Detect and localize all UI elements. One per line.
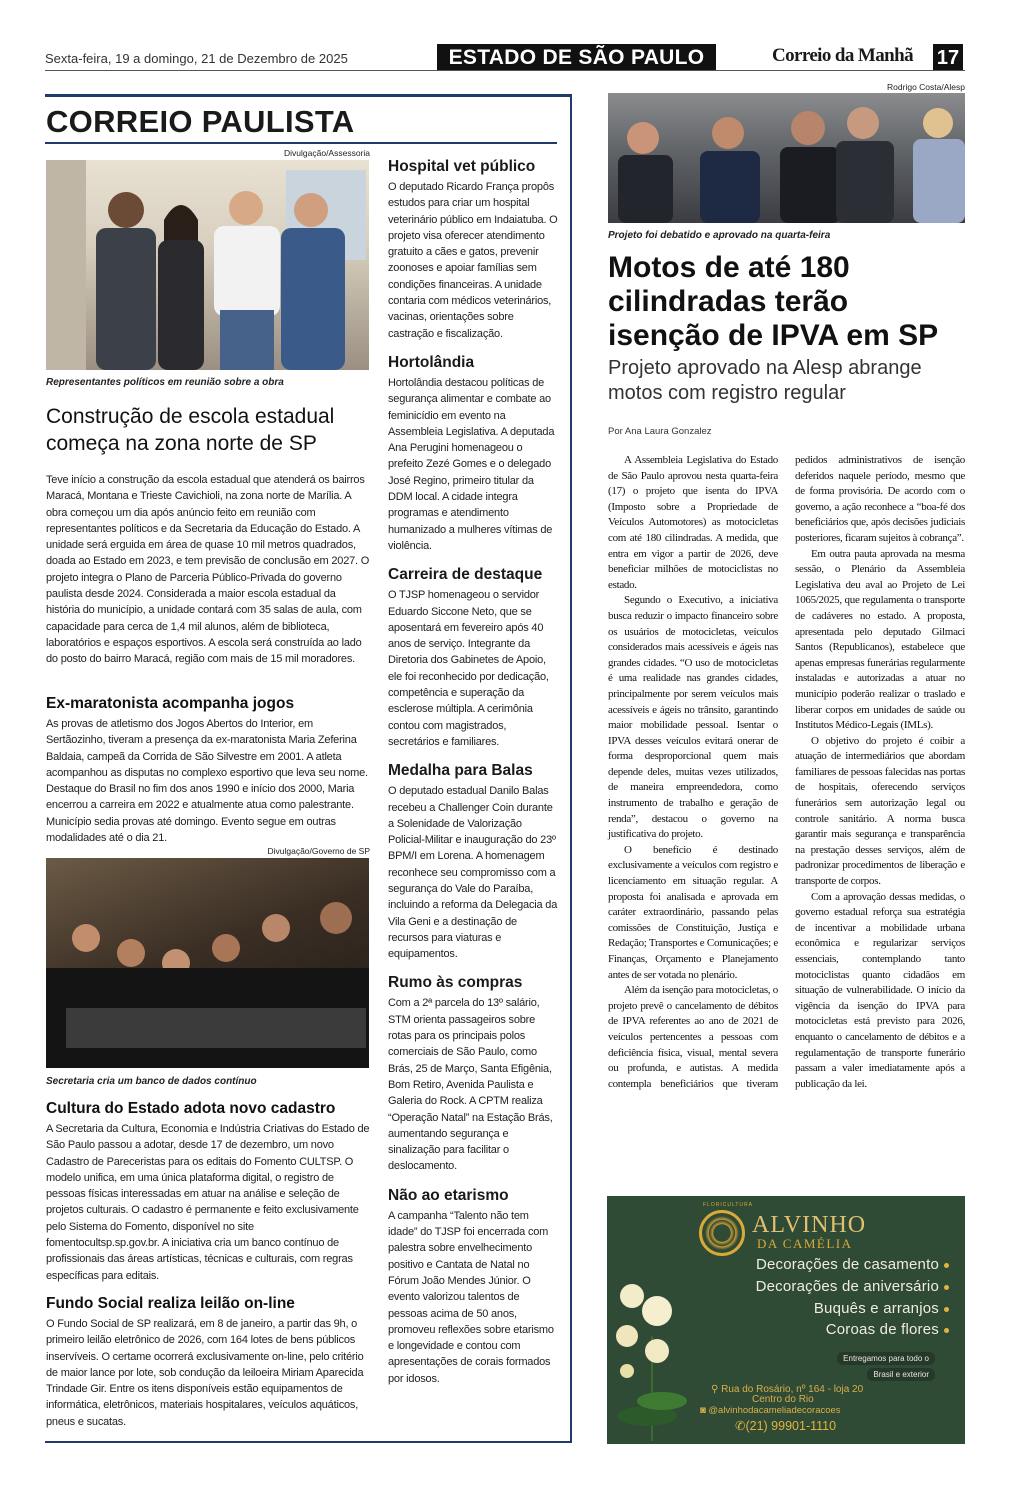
politicians-photo-figures [46,160,369,370]
photo-caption: Projeto foi debatido e aprovado na quarta-feira [608,230,831,241]
cultura-headline: Cultura do Estado adota novo cadastro [46,1100,336,1117]
ad-instagram-handle: @alvinhodacameliadecoracoes [708,1405,841,1416]
ad-delivery: Entregamos para todo o [837,1352,935,1365]
article-paragraph: O objetivo do projeto é coibir a atuação de intermediários que abordam familiares de pessoas falecidas nas portas de hospitais, oferecendo serviços funerários sem autorização legal ou controle sanitário. A norma busca garantir mais segurança e transparência na prestação desses serviços, além de padronizar procedimentos de liberação e transporte de corpos. [795,734,965,888]
ad-brand-name: ALVINHO [752,1212,867,1238]
note-headline: Rumo às compras [388,974,523,992]
note-body: O TJSP homenageou o servidor Eduardo Siccone Neto, que se aposentará em fevereiro após 40 anos de serviço. Integrante da Diretoria dos Gabinetes de Apoio, ele foi reconhecido por dedicação, competência e superação da esclerose múltipla. A cerimônia contou com magistrados, secretários e familiares. [388,589,549,748]
note-hospital-vet [388,157,558,342]
article-paragraph: O benefício é destinado exclusivamente a veículos com registro e licenciamento em situação regular. A proposta foi analisada e aprovada em caráter extraordinário, passando pelas comissões de Constituição, Justiça e Redação; Transportes e Comunicações; e Finanças, Orçamento e Planejamento antes de ser votada no plenário. [608,843,778,981]
ad-service: Buquês e arranjos [814,1300,949,1317]
maratonista-body: As provas de atletismo dos Jogos Abertos do Interior, em Sertãozinho, tiveram a presença da ex-maratonista Maria Zeferina Baldaia, campeã da Corrida de São Silvestre em 2001. A atleta acompanhou as disputas no complexo esportivo que leva seu nome. Destaque do Brasil no fim dos anos 1990 e início dos 2000, Maria encerrou a carreira em 2022 e atualmente atua como palestrante. Município sedia provas até domingo. Evento segue em outras modalidades até o dia 21. [46,718,368,845]
photo-credit: Divulgação/Governo de SP [267,846,370,856]
note-headline: Hospital vet público [388,158,536,175]
ad-phone [735,1418,836,1433]
ad-address-line2: Centro do Rio [752,1394,814,1405]
photo-caption: Secretaria cria um banco de dados contínuo [46,1076,257,1087]
culture-event-photo [46,858,369,1068]
note-body: O deputado Ricardo França propôs estudos para criar um hospital veterinário público em Indaiatuba. O projeto visa oferecer atendimento gratuito a cães e gatos, prevenir zoonoses e apoiar famílias sem condições financeiras. A unidade contaria com médicos veterinários, vacinas, orientações sobre castração e fiscalização. [388,181,558,340]
orchid-icon [612,1276,692,1441]
alesp-session-photo-figures [608,93,965,223]
article-paragraph: Segundo o Executivo, a iniciativa busca reduzir o impacto financeiro sobre os usuários de motocicletas, veículos considerados mais acessíveis e ágeis nas grandes cidades. “O uso de motocicletas é uma realidade nas grandes cidades, principalmente por serem veículos mais acessíveis e ágeis no trânsito, garantindo maior mobilidade pessoal. Isentar o IPVA desses veículos evitará onerar de forma desproporcional quem mais depende deles, muitas vezes utilizados, de maneira empreendedora, como instrumento de trabalho e geração de renda”, destacou o governo na justificativa do projeto. [608,594,778,841]
whatsapp-icon: ✆ [735,1419,746,1433]
note-carreira [388,565,558,750]
cultura-body: A Secretaria da Cultura, Economia e Indústria Criativas do Estado de São Paulo passou a adotar, desde 17 de dezembro, um novo Cadastro de Pareceristas para os editais do Fomento CULTSP. O modelo unifica, em uma única plataforma digital, o registro de pessoas físicas interessadas em atuar na análise e seleção de projetos culturais. O cadastro é permanente e feito exclusivamente pelo Sistema do Fomento, disponível no site fomentocultsp.sp.gov.br. A iniciativa cria um banco contínuo de profissionais das áreas artísticas, técnicas e culturais, com regras específicas para editais. [46,1123,370,1282]
note-headline: Não ao etarismo [388,1186,509,1204]
photo-caption: Representantes políticos em reunião sobre a obra [46,377,284,388]
note-headline: Carreira de destaque [388,566,543,584]
section-label: ESTADO DE SÃO PAULO [437,44,716,71]
box-border-right [570,94,572,1442]
fundo-headline: Fundo Social realiza leilão on-line [46,1295,295,1312]
article-paragraph: Além da isenção para motocicletas, o projeto prevê o cancelamento de débitos de IPVA referentes ao ano de 2021 de veículos pertencentes a pessoas com deficiência física, visual, mental severa ou profunda, e autistas. A medida contempla beneficiários que tiveram pedidos administrativos de isenção deferidos naquele período, mesmo que de forma provisória. De acordo com o governo, a ação reconhece a “boa-fé dos beneficiários que, após decisões judiciais posteriores, ficaram sujeitos à cobrança”. [608,454,965,1090]
photo-credit: Divulgação/Assessoria [284,148,370,158]
page-number: 17 [933,44,963,71]
ad-delivery: Brasil e exterior [867,1368,935,1381]
photo-credit: Rodrigo Costa/Alesp [887,82,965,92]
title-divider [45,142,557,144]
instagram-icon: ◙ [700,1405,706,1416]
note-rumo-compras [388,973,558,1174]
article-headline: Motos de até 180 cilindradas terão isenção de IPVA em SP [608,251,939,352]
ad-service: Decorações de aniversário [756,1278,949,1295]
box-border-top [45,94,572,97]
alesp-session-photo [608,93,965,223]
fundo-body: O Fundo Social de SP realizará, em 8 de janeiro, a partir das 9h, o primeiro leilão eletrônico de 2026, com 164 lotes de bens públicos inservíveis. O certame ocorrerá exclusivamente on-line, pelo critério de maior lance por lote, sob condução da leiloeira Miriam Aparecida Trindade Gir. Entre os itens disponíveis estão equipamentos de informática, eletrônicos, materiais hospitalares, veículos aquáticos, pneus e sucatas. [46,1318,364,1428]
note-body: A campanha “Talento não tem idade” do TJSP foi encerrada com palestra sobre envelhecimento positivo e Cantata de Natal no Fórum João Mendes Júnior. O evento valorizou talentos de pessoas acima de 50 anos, promoveu reflexões sobre etarismo e longevidade e contou com apresentações de corais formados por idosos. [388,1209,554,1385]
box-border-bottom [45,1441,572,1443]
maratonista-headline: Ex-maratonista acompanha jogos [46,695,295,712]
article-body [608,453,965,1092]
lead-headline: Construção de escola estadual começa na zona norte de SP [46,405,335,455]
ad-instagram [700,1405,841,1416]
article-paragraph: Em outra pauta aprovada na mesma sessão, o Plenário da Assembleia Legislativa deu aval ao Projeto de Lei 1065/2025, que regulamenta o transporte de cadáveres no estado. A proposta, apresentada pelo deputado Gilmaci Santos (Republicanos), estabelece que apenas empresas funerárias regularmente instaladas e autorizadas a atuar no município poderão realizar o traslado e liberar corpos em unidades de saúde ou Institutos Médico-Legais (IMLs). [795,547,965,732]
note-headline: Medalha para Balas [388,762,533,780]
edition-date: Sexta-feira, 19 a domingo, 21 de Dezembro de 2025 [45,51,348,66]
ad-brand-subname: DA CAMÉLIA [757,1236,853,1251]
ad-phone-number: (21) 99901-1110 [745,1419,837,1433]
location-pin-icon: ⚲ [711,1384,719,1395]
florist-logo-icon [699,1210,745,1256]
note-headline: Hortolândia [388,353,475,371]
note-hortolandia [388,353,558,554]
note-body: Com a 2ª parcela do 13º salário, STM orienta passageiros sobre rotas para os principais polos comerciais de São Paulo, como Brás, 25 de Março, Santa Efigênia, Bom Retiro, Avenida Paulista e Galeria do Rock. A CPTM realiza “Operação Natal” na Estação Brás, aumentando segurança e sinalização para facilitar o deslocamento. [388,997,553,1173]
newspaper-brand: Correio da Manhã [772,45,913,66]
header-divider [45,70,965,71]
note-medalha [388,761,558,962]
lead-body: Teve início a construção da escola estadual que atenderá os bairros Maracá, Montana e Trieste Cavichioli, na zona norte de Marília. A obra começou um dia após anúncio feito em reunião com representantes políticos e da Secretaria da Educação do Estado. A unidade será erguida em área de quase 10 mil metros quadrados, doada ao Estado em 2023, e tem previsão de conclusão em 2027. O projeto integra o Plano de Parceria Público-Privada do governo paulista desde 2024. Considerada a maior escola estadual da história do município, a unidade contará com 35 salas de aula, com capacidade para cerca de 1,4 mil alunos, além de biblioteca, laboratórios e espaços esportivos. A escola será construída ao lado do posto do bairro Maracá, região com mais de 15 mil moradores. [46,474,370,666]
ad-service: Coroas de flores [826,1321,949,1338]
logo-small-text: FLORICULTURA [703,1202,753,1208]
notes-column [388,157,558,1398]
note-etarismo [388,1186,558,1387]
article-paragraph: Com a aprovação dessas medidas, o governo estadual reforça sua estratégia de incentivar a mobilidade urbana econômica e regularizar serviços essenciais, contemplando tanto motociclistas quanto cidadãos em situação de vulnerabilidade. O início da vigência da isenção do IPVA para motocicletas está previsto para 2026, enquanto o cancelamento de débitos e a regulamentação de transporte funerário passam a valer imediatamente após a publicação da lei. [795,890,965,1090]
note-body: O deputado estadual Danilo Balas recebeu a Challenger Coin durante a Solenidade de Valorização Policial-Militar e inauguração do 23º BPM/I em Lorena. A homenagem reconhece seu compromisso com a segurança do Vale do Paraíba, incluindo a reforma da Delegacia da Vila Geni e a destinação de recursos para viaturas e equipamentos. [388,785,558,961]
article-paragraph: A Assembleia Legislativa do Estado de São Paulo aprovou nesta quarta-feira (17) o projeto que isenta do IPVA (Imposto sobre a Propriedade de Veículos Automotores) as motocicletas com até 180 cilindradas. A medida, que entra em vigor a partir de 2026, deve beneficiar milhões de motociclistas no estado. [608,454,778,591]
culture-event-photo-figures [46,858,369,1068]
article-subheadline: Projeto aprovado na Alesp abrange motos com registro regular [608,357,922,404]
politicians-photo [46,160,369,370]
column-title: CORREIO PAULISTA [46,104,355,139]
article-byline: Por Ana Laura Gonzalez [608,426,712,437]
ad-service: Decorações de casamento [756,1256,949,1273]
note-body: Hortolândia destacou políticas de segurança alimentar e combate ao feminicídio em evento na Assembleia Legislativa. A deputada Ana Perugini homenageou o prefeito Zezé Gomes e o delegado José Regino, primeiro titular da DDM local. A cidade integra programas e atendimento humanizado a mulheres vítimas de violência. [388,376,555,552]
ad-address-line1: Rua do Rosário, nº 164 - loja 20 [721,1384,864,1395]
florist-advertisement [607,1196,965,1444]
